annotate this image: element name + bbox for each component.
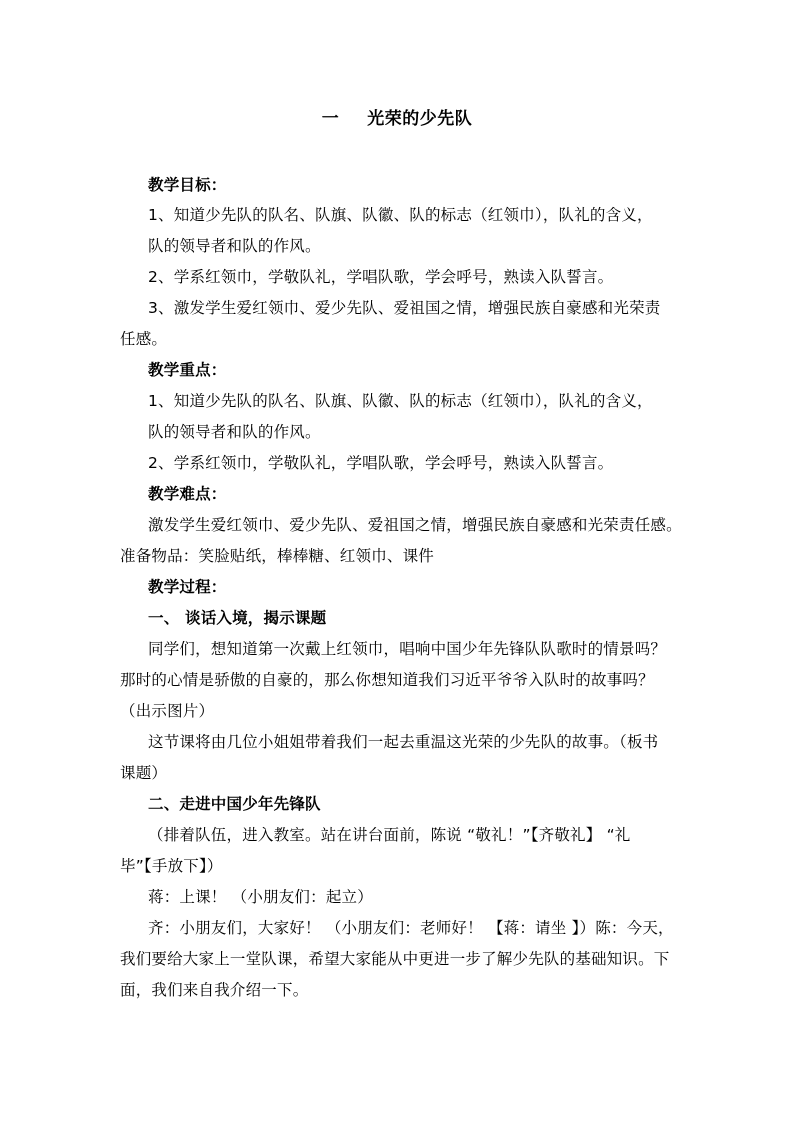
paragraph-1-line-2: 那时的心情是骄傲的自豪的，那么你想知道我们习近平爷爷入队时的故事吗？ <box>120 671 654 689</box>
goal-3-line-2: 任感。 <box>120 330 168 348</box>
materials-text: 准备物品：笑脸贴纸，棒棒糖、红领巾、课件 <box>120 547 435 565</box>
key-point-1-line-1: 1、知道少先队的队名、队旗、队徽、队的标志（红领巾），队礼的含义， <box>148 392 653 410</box>
heading-key-points: 教学重点： <box>148 361 227 379</box>
key-point-2: 2、学系红领巾，学敬队礼，学唱队歌，学会呼号，熟读入队誓言。 <box>148 454 614 472</box>
goal-2: 2、学系红领巾，学敬队礼，学唱队歌，学会呼号，熟读入队誓言。 <box>148 268 614 286</box>
paragraph-1-line-1: 同学们，想知道第一次戴上红领巾，唱响中国少年先锋队队歌时的情景吗？ <box>148 640 667 658</box>
paragraph-2-line-1: 这节课将由几位小姐姐带着我们一起去重温这光荣的少先队的故事。（板书 <box>148 733 659 751</box>
section-2-heading: 二、走进中国少年先锋队 <box>148 795 321 813</box>
heading-difficulties: 教学难点： <box>148 485 227 503</box>
paragraph-5-line-3: 面，我们来自我介绍一下。 <box>120 981 309 999</box>
paragraph-4: 蒋：上课！ （小朋友们：起立） <box>148 888 373 906</box>
paragraph-5-line-1: 齐：小朋友们，大家好！ （小朋友们：老师好！ 【蒋：请坐 】）陈：今天， <box>148 919 674 937</box>
goal-3-line-1: 3、激发学生爱红领巾、爱少先队、爱祖国之情，增强民族自豪感和光荣责 <box>148 299 661 317</box>
paragraph-3-line-2: 毕”【手放下】） <box>120 857 223 875</box>
heading-teaching-goals: 教学目标： <box>148 176 227 194</box>
page-title <box>0 104 794 129</box>
title-text: 光荣的少先队 <box>367 109 473 129</box>
title-number: 一 <box>321 109 340 129</box>
section-1-heading: 一、 谈话入境，揭示课题 <box>148 609 327 627</box>
paragraph-5-line-2: 我们要给大家上一堂队课，希望大家能从中更进一步了解少先队的基础知识。下 <box>120 950 670 968</box>
goal-1-line-1: 1、知道少先队的队名、队旗、队徽、队的标志（红领巾），队礼的含义， <box>148 206 653 224</box>
difficulty-text: 激发学生爱红领巾、爱少先队、爱祖国之情，增强民族自豪感和光荣责任感。 <box>148 516 682 534</box>
paragraph-1-line-3: （出示图片） <box>120 702 215 720</box>
goal-1-line-2: 队的领导者和队的作风。 <box>148 237 321 255</box>
key-point-1-line-2: 队的领导者和队的作风。 <box>148 423 321 441</box>
heading-process: 教学过程： <box>148 578 227 596</box>
paragraph-3-line-1: （排着队伍，进入教室。站在讲台面前，陈说 “敬礼！”【齐敬礼】 “礼 <box>148 826 631 844</box>
paragraph-2-line-2: 课题） <box>120 764 168 782</box>
